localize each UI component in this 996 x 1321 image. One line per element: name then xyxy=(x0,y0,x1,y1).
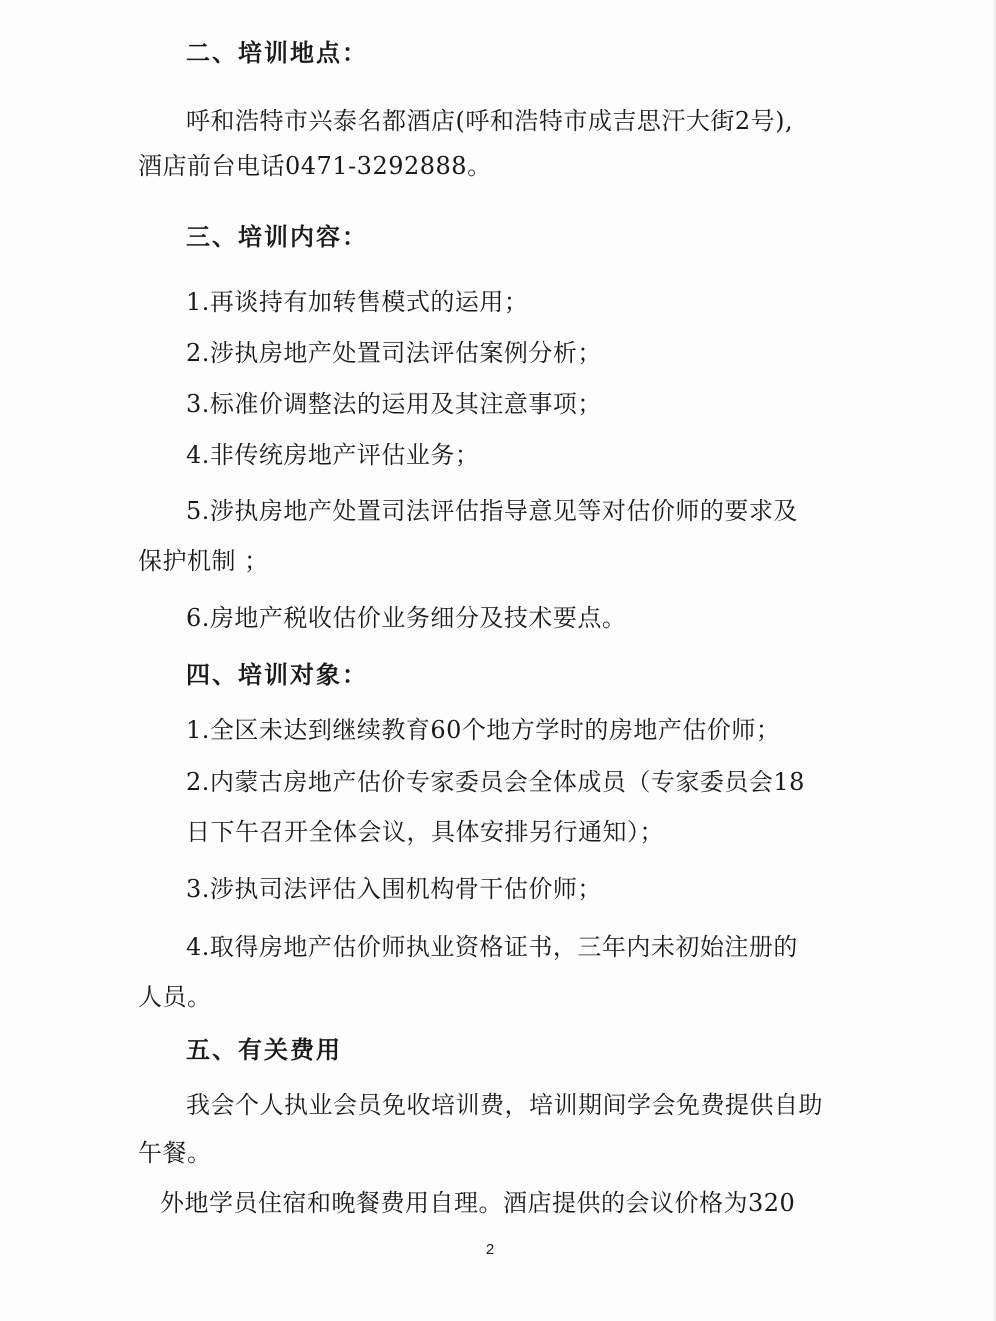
location-line-2: 酒店前台电话0471-3292888。 xyxy=(138,152,492,180)
content-item-6: 6.房地产税收估价业务细分及技术要点。 xyxy=(186,604,627,632)
content-item-1: 1.再谈持有加转售模式的运用； xyxy=(186,288,529,316)
section-heading-content: 三、培训内容： xyxy=(186,223,368,251)
audience-item-2-cont: 日下午召开全体会议，具体安排另行通知）； xyxy=(186,818,664,846)
fees-line-2: 午餐。 xyxy=(138,1139,212,1167)
audience-item-4-cont: 人员。 xyxy=(138,983,212,1011)
content-item-3: 3.标准价调整法的运用及其注意事项； xyxy=(186,390,602,418)
audience-item-2: 2.内蒙古房地产估价专家委员会全体成员（专家委员会18 xyxy=(186,768,805,796)
content-item-4: 4.非传统房地产评估业务； xyxy=(186,441,480,469)
section-heading-audience: 四、培训对象： xyxy=(186,661,368,689)
scan-edge xyxy=(992,0,996,1321)
fees-line-1: 我会个人执业会员免收培训费，培训期间学会免费提供自助 xyxy=(186,1091,823,1119)
audience-item-3: 3.涉执司法评估入围机构骨干估价师； xyxy=(186,875,602,903)
audience-item-4: 4.取得房地产估价师执业资格证书，三年内未初始注册的 xyxy=(186,933,798,961)
section-heading-location: 二、培训地点： xyxy=(186,39,368,67)
page-number: 2 xyxy=(485,1241,495,1258)
location-line-1: 呼和浩特市兴泰名都酒店(呼和浩特市成吉思汗大街2号), xyxy=(186,107,794,135)
content-item-5: 5.涉执房地产处置司法评估指导意见等对估价师的要求及 xyxy=(186,497,798,525)
content-item-2: 2.涉执房地产处置司法评估案例分析； xyxy=(186,339,602,367)
content-item-5-cont: 保护机制 ； xyxy=(138,547,269,575)
section-heading-fees: 五、有关费用 xyxy=(186,1036,342,1064)
fees-line-3: 外地学员住宿和晚餐费用自理。酒店提供的会议价格为320 xyxy=(160,1189,796,1217)
audience-item-1: 1.全区未达到继续教育60个地方学时的房地产估价师； xyxy=(186,716,781,744)
